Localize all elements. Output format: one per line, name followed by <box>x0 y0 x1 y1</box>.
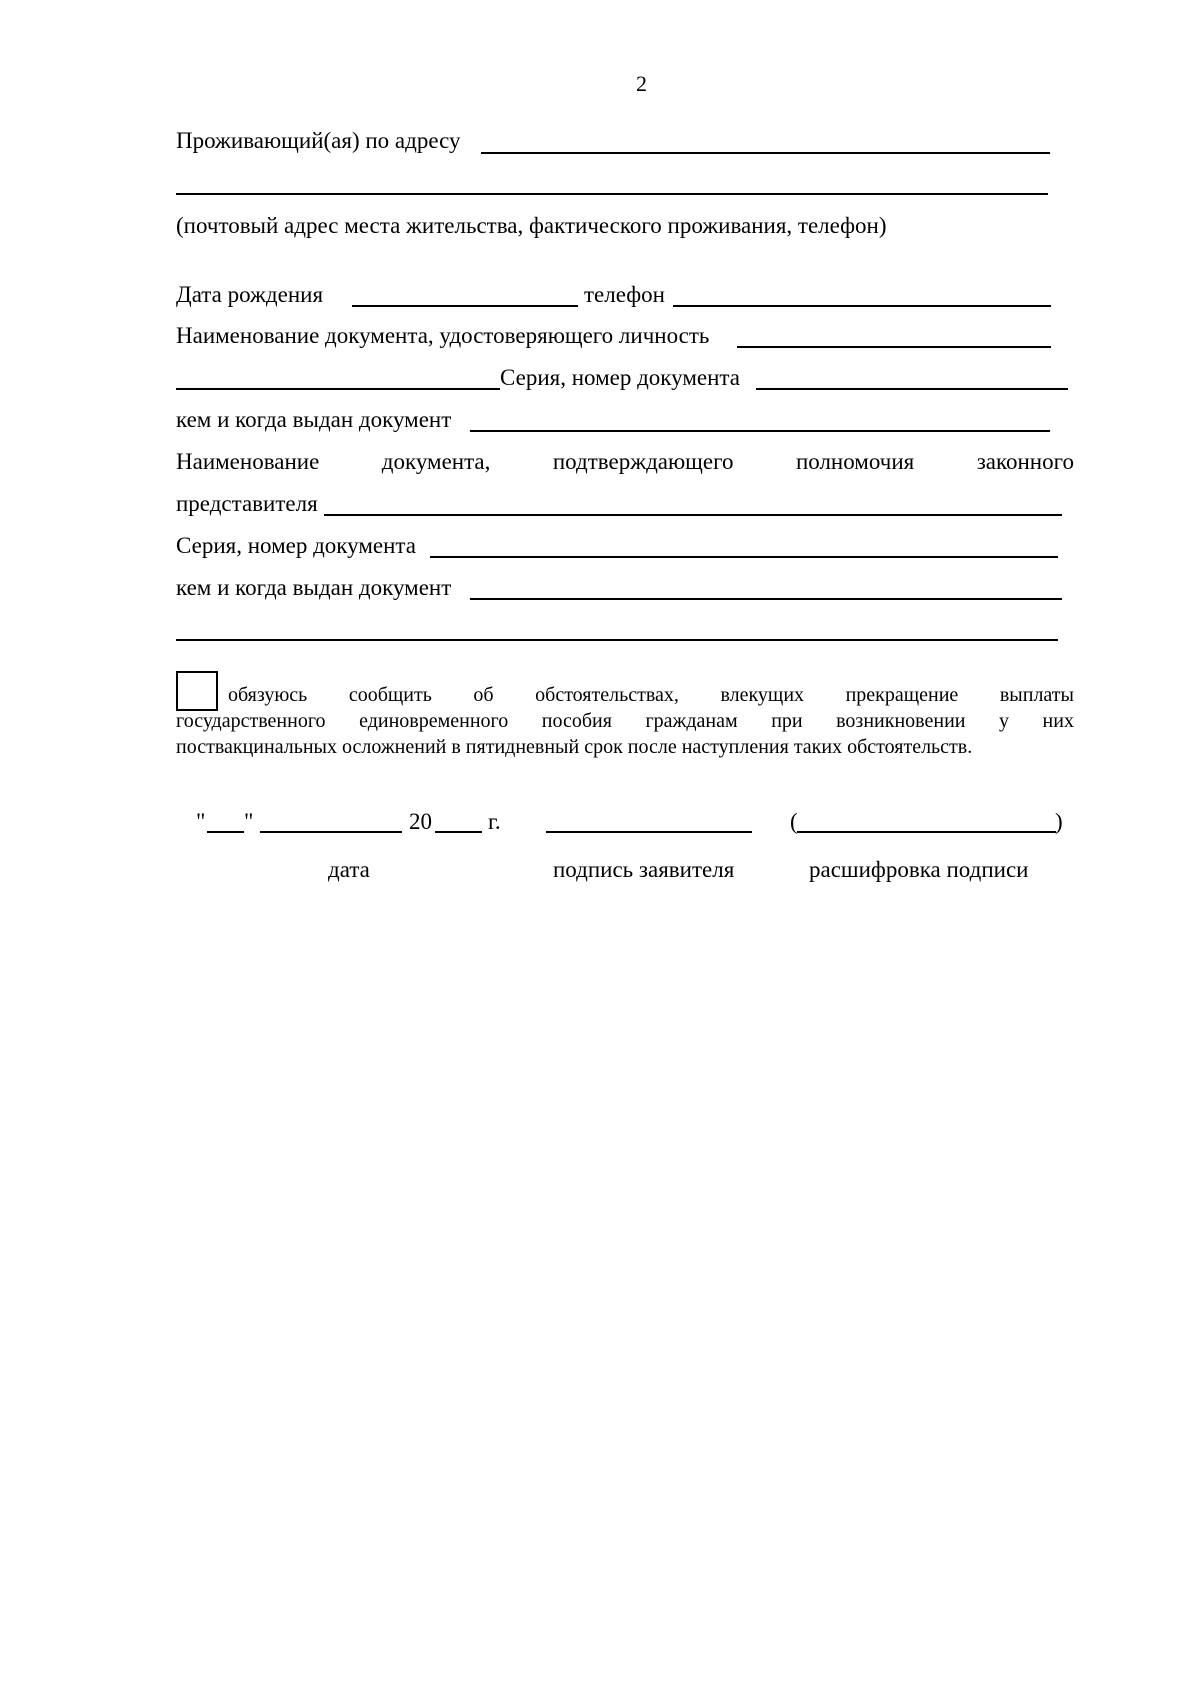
year-suffix: г. <box>488 809 501 834</box>
rep-word-5: законного <box>976 449 1074 474</box>
phone-field[interactable] <box>673 305 1051 307</box>
obligation-word: об <box>473 684 494 706</box>
representative-doc-issued-label: кем и когда выдан документ <box>176 575 452 600</box>
representative-doc-series-label: Серия, номер документа <box>176 533 416 558</box>
date-caption: дата <box>328 857 370 882</box>
representative-doc-issued-field-1[interactable] <box>470 598 1062 600</box>
obligation-line-1 <box>228 683 1074 708</box>
identity-doc-issued-label: кем и когда выдан документ <box>176 407 452 432</box>
obligation-word: выплаты <box>999 684 1074 706</box>
identity-doc-name-field-2[interactable] <box>176 388 500 390</box>
rep-word-2: документа, <box>381 449 491 474</box>
obligation-checkbox[interactable] <box>176 671 218 711</box>
representative-doc-name-cont: представителя <box>176 491 318 516</box>
rep-word-4: полномочия <box>795 449 915 474</box>
month-field[interactable] <box>260 831 402 833</box>
obligation-word: обязуюсь <box>228 684 308 706</box>
obligation-word: прекращение <box>845 684 959 706</box>
address-field-2[interactable] <box>176 193 1048 195</box>
identity-doc-issued-field[interactable] <box>470 430 1050 432</box>
address-label: Проживающий(ая) по адресу <box>176 128 461 153</box>
phone-label: телефон <box>584 282 665 307</box>
decoding-caption: расшифровка подписи <box>809 857 1029 882</box>
rep-word-1: Наименование <box>176 449 320 474</box>
quote-close: " <box>244 809 254 834</box>
obligation-word: государственного <box>176 710 326 732</box>
obligation-word: них <box>1042 710 1074 732</box>
identity-doc-series-field[interactable] <box>756 388 1068 390</box>
obligation-word: единовременного <box>359 710 509 732</box>
identity-doc-series-label: Серия, номер документа <box>500 365 740 390</box>
birth-date-label: Дата рождения <box>176 282 324 307</box>
obligation-word: влекущих <box>720 684 805 706</box>
year-field[interactable] <box>435 831 482 833</box>
signature-caption: подпись заявителя <box>553 857 735 882</box>
address-hint: (почтовый адрес места жительства, фактического проживания, телефон) <box>176 213 887 238</box>
decoding-field[interactable] <box>797 831 1056 833</box>
quote-open: " <box>196 809 206 834</box>
obligation-word: у <box>999 710 1010 732</box>
obligation-word: сообщить <box>348 684 432 706</box>
address-field-1[interactable] <box>481 152 1050 154</box>
obligation-line-2 <box>176 709 1074 734</box>
representative-doc-name-label <box>176 448 1074 476</box>
obligation-word: обстоятельствах, <box>535 684 679 706</box>
obligation-line-3: поствакцинальных осложнений в пятидневный срок после наступления таких обстоятельств. <box>176 736 973 758</box>
obligation-word: при <box>771 710 803 732</box>
page-number: 2 <box>636 71 647 96</box>
paren-open: ( <box>790 809 798 834</box>
signature-field[interactable] <box>546 831 752 833</box>
identity-doc-name-field-1[interactable] <box>737 346 1051 348</box>
obligation-word: возникновении <box>836 710 966 732</box>
year-prefix: 20 <box>409 809 432 834</box>
obligation-word: гражданам <box>645 710 738 732</box>
identity-doc-name-label: Наименование документа, удостоверяющего личность <box>176 323 710 348</box>
paren-close: ) <box>1055 809 1063 834</box>
representative-doc-series-field[interactable] <box>430 556 1058 558</box>
obligation-word: пособия <box>541 710 612 732</box>
rep-word-3: подтверждающего <box>552 449 734 474</box>
representative-doc-issued-field-2[interactable] <box>176 639 1058 641</box>
representative-doc-name-field[interactable] <box>324 514 1062 516</box>
birth-date-field[interactable] <box>352 305 578 307</box>
day-field[interactable] <box>207 831 244 833</box>
